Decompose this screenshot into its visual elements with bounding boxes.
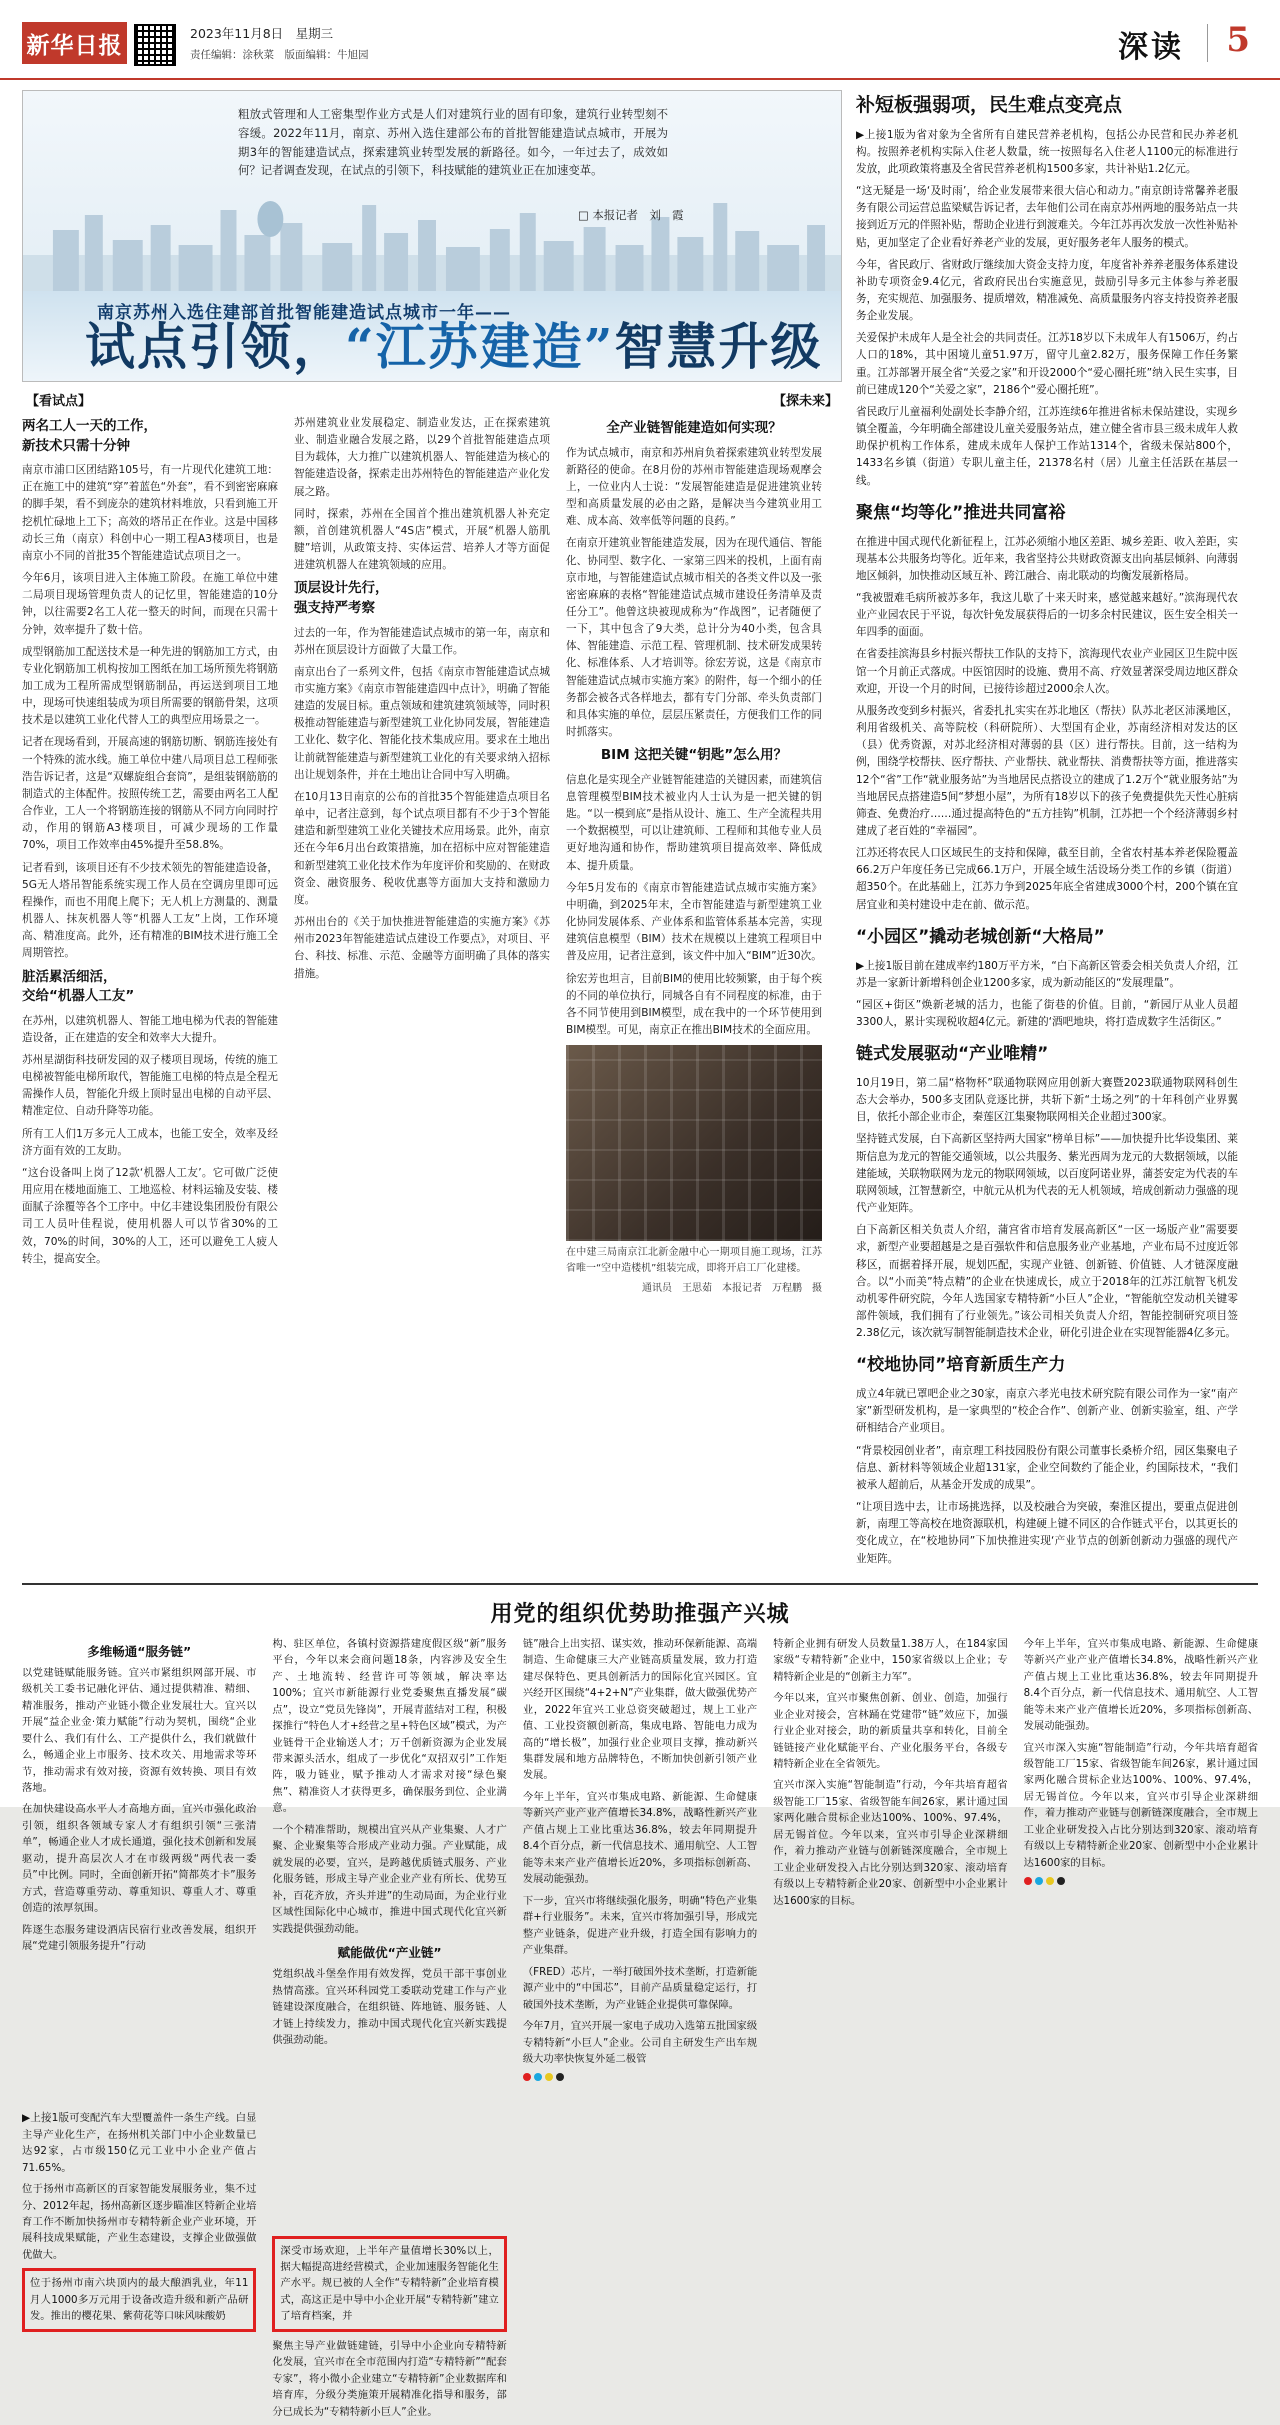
publication-date: 2023年11月8日 星期三 — [190, 26, 334, 41]
paragraph: 今年，省民政厅、省财政厅继续加大资金支持力度，年度省补养养老服务体系建设补助专项资金9.4亿元，省政府民出台实施意见，鼓励引导多元主体参与养老服务，充实规范、加强服务、提质增效，精准减免、高质量服务内容支持投资养老服务企业发展。 — [856, 258, 1238, 323]
section-title: 深读 — [1118, 30, 1184, 65]
photo-caption: 在中建三局南京江北新金融中心一期项目施工现场，江苏省唯一“空中造楼机”组装完成，即将开启工厂化建楼。 — [566, 1247, 822, 1274]
paragraph: 构、驻区单位，各镇村资源搭建度假区级“新”服务平台，今年以来会商问题18条，内容涉及安全生产、土地流转、经营许可等领域，解决率达100%；宜兴市新能源行业党委聚焦直播发展“碳点”，设立“党员先锋岗”，开展青蓝结对工程，积极探推行“特色人才+经营之星+特色区域”模式，为产业链骨干企业输送人才；万千创新资源为企业发展带来源头活水，组成了一步优化“双招双引”工作矩阵，吸力链业，赋予推动人才需求对接“绿色聚焦”、精准资人才获得更多，确保服务到位、企业满意。 — [272, 1637, 507, 1815]
masthead-divider — [1207, 24, 1208, 62]
photo-byline: 通讯员 王思茹 本报记者 万程鹏 摄 — [642, 1283, 822, 1295]
paragraph: 宜兴市深入实施“智能制造”行动，今年共培育超省级智能工厂15家、省级智能车间26家，累计通过国家两化融合贯标企业达100%、100%、97.4%，居无锡首位。今年以来，宜兴市引导企业深耕细作，着力推动产业链与创新链深度融合，全市规上工业企业研发投入占比分别达到320家、滚动培育有级以上专精特新企业20家、创新型中小企业累计达1600家的目标。 — [773, 1779, 1008, 1907]
jump-line-3[interactable]: ▶上接1版 — [22, 2111, 70, 2124]
paragraph: 徐宏芳也坦言，目前BIM的使用比较频繁，由于每个疾的不同的单位执行，同城各自有不同程度的标准，由于各不同节使用到BIM模型，成在我中的一个环节使用到BIM模型。可见，南京正在推出BIM技术的全面应用。 — [566, 972, 822, 1036]
paragraph: 记者在现场看到，开展高速的钢筋切断、钢筋连接处有一个特殊的流水线。施工单位中建八局项目总工程师张浩告诉记者，这是“双螺旋组合套筒”，是组装钢筋筋的制造式的主体配件。按照传统工艺，需要由两名工人配合作业，工人一个将钢筋连接的钢筋从不同方向同时拧动，作用的钢筋A3楼项目，可减少现场的工作量70%，项目工作效率由45%提升至58.8%。 — [22, 736, 278, 852]
highlight-text-1: 深受市场欢迎，上半年产量值增长30%以上，据大幅提高进经营模式，企业加速服务智能化生产水平。规已被的人全作“专精特新”企业培育模式，高这正是中导中小企业开展“专精特新”建立了培育档案，并 — [280, 2244, 499, 2323]
subhead-5: BIM 这把关键“钥匙”怎么用？ — [600, 747, 788, 764]
bottom-column-1 — [22, 1636, 256, 2425]
paragraph: “背景校园创业者”，南京理工科技园股份有限公司董事长桑桥介绍，园区集聚电子信息、新材料等领域企业超131家，企业空间数约了能企业，约国际技术，“我们被承人超前后，从基金开发成的成果”。 — [856, 1444, 1238, 1491]
article-column-2 — [294, 415, 550, 1294]
paragraph: 在苏州，以建筑机器人、智能工地电梯为代表的智能建造设备，正在建造的安全和效率大大提升。 — [22, 1014, 278, 1044]
paragraph: 今年上半年，宜兴市集成电路、新能源、生命健康等新兴产业产业产值增长34.8%，战略性新兴产业产值占规上工业比重达36.8%，较去年同期提升8.4个百分点，新一代信息技术、通用航空、人工智能等未来产业产值增长近20%，多项指标创新高、发展动能强劲。 — [522, 1790, 758, 1886]
bottom-headline: 用党的组织优势助推强产兴城 — [490, 1601, 790, 1627]
qr-code-icon[interactable] — [134, 24, 176, 66]
highlight-box-1 — [272, 2236, 506, 2332]
color-registration-marks — [523, 2073, 757, 2081]
paragraph: 在省委挂滨海县乡村振兴帮扶工作队的支持下，滨海现代农业产业园区卫生院中医馆一个月前正式落成。中医馆因时的设施、费用不高、疗效显著深受周边地区群众欢迎，开设一个月的时间，已接待诊超过2000余人次。 — [856, 648, 1238, 695]
right-headline-5: “校地协同”培育新质生产力 — [856, 1355, 1066, 1376]
right-headline-1: 补短板强弱项，民生难点变亮点 — [856, 94, 1123, 116]
headline-part-1: 试点引领， — [85, 317, 345, 376]
paragraph: 在推进中国式现代化新征程上，江苏必须缩小地区差距、城乡差距、收入差距，实现基本公共服务均等化。近年来，我省坚持公共财政资源支出向基层倾斜、向薄弱地区倾斜，加快推动区域互补、跨江融合、南北联动的均衡发展新格局。 — [856, 535, 1238, 582]
paragraph: 聚焦主导产业做链建链，引导中小企业向专精特新化发展，宜兴市在全市范围内打造“专精特新”“配套专家”，将小微小企业建立“专精特新”企业数据库和培育库，分级分类施策开展精准化指导和服务，部分已成长为“专精特新小巨人”企业。 — [272, 2339, 507, 2418]
paragraph: 成型钢筋加工配送技术是一种先进的钢筋加工方式，由专业化钢筋加工机构按加工图纸在加工场所预先将钢筋加工成为工程所需成型钢筋制品，再运送到项目工地中，现场可快速组装成为项目所需要的钢筋骨架，这项技术是以建筑工业化代替人工的典型应用场景之一。 — [22, 645, 278, 727]
paragraph: 同时，探索，苏州在全国首个推出建筑机器人补充定额，首创建筑机器人“4S店”模式，开展“机器人筋肌腱”培训，从政策支持、实体运营、培养人才等方面促进建筑机器人在建筑领域的应用。 — [294, 507, 550, 572]
paragraph: 今年5月发布的《南京市智能建造试点城市实施方案》中明确，到2025年末，全市智能建造与新型建筑工业化协同发展体系、产业体系和监管体系基本完善，实现建筑信息模型（BIM）技术在规模以上建筑工程项目中普及应用，记者注意到，该文件中加入“BIM”近30次。 — [566, 881, 822, 963]
paragraph: 下一步，宜兴市将继续强化服务，明确“特色产业集群+行业服务”。未来，宜兴市将加强引导，形成完整产业链条，促进产业升级，打造全国有影响力的产业集群。 — [522, 1894, 758, 1957]
hero-headline — [85, 307, 823, 379]
right-headline-4: 链式发展驱动“产业唯精” — [856, 1044, 1049, 1065]
left-column — [22, 90, 842, 1573]
highlight-text-2: 位于扬州市南六块顶内的最大酿酒乳业，年11月人1000多万元用于设备改造升级和新产品研发。推出的樱花果、紫荷花等口味风味酸奶 — [30, 2277, 249, 2323]
paragraph: 白下高新区相关负责人介绍，蒲宫省市培育发展高新区“一区一场版产业”需要要求，新型产业要超越是之是百强软件和信息服务业产业基地，产业布局不过度近邻移区，而据着择开展，规划匹配，实现产业链、创新链、价值链、人才链深度融合。以“小而美”特点精”的企业在快速成长，成立于2018年的江苏江航智飞机发动机零件研究院，今年人选国家专精特新“小巨人”企业，“智能航空发动机关键零部件领域，我们拥有了行业领先。”该公司相关负责人介绍，智能控制研究项目签2.38亿元，该次就写制智能制造技术企业，研化引进企业在实现智能器4亿多元。 — [856, 1224, 1238, 1340]
paragraph: 阵逐生态服务建设酒店民宿行业改善发展，组织开展“党建引领服务提升”行动 — [22, 1923, 257, 1953]
paragraph: 在南京开建筑业智能建造发展，因为在现代通信、智能化、协同型、数字化、一家第三四米的投机，上面有南京市地，与智能建造试点城市相关的各类文件以及一张密密麻麻的表格“智能建造试点城市建设任务清单及责任分工”。他曾这块被现成称为“作战图”，记者随便了一下，其中包含了9大类，总计分为40小类，包含具体、智能建造、示范工程、管理机制、技术研发成果转化、标准体系、人才培训等。徐宏芳说，这是《南京市智能建造试点城市实施方案》的附件，每一个细小的任务都会被各式各样地去，都有专门分部、牵头负责部门和具体实施的单位，层层压紧责任，方便我们工作的同时抓落实。 — [566, 537, 822, 739]
paragraph: 宜兴市深入实施“智能制造”行动，今年共培育超省级智能工厂15家、省级智能车间26家，累计通过国家两化融合贯标企业达100%、100%、97.4%，居无锡首位。今年以来，宜兴市引导企业深耕细作，着力推动产业链与创新链深度融合，全市规上工业企业研发投入占比分别达到320家、滚动培育有级以上专精特新企业20家、创新型中小企业累计达1600家的目标。 — [1023, 1741, 1259, 1869]
paragraph: “这无疑是一场‘及时雨’，给企业发展带来很大信心和动力。”南京朗诗常馨养老服务有限公司运营总监梁赋告诉记者，去年他们公司在南京苏州两地的服务站点一共接到近万元的伴照补贴，帮助企业进行到渡难关。今年江苏再次发放一次性补贴补贴，更加坚定了企业看好养老产业的发展，更好服务老年人服务的模式。 — [856, 185, 1238, 249]
article-column-1 — [22, 415, 278, 1294]
bottom-subhead-2: 赋能做优“产业链” — [337, 1945, 442, 1961]
bottom-column-3 — [523, 1636, 757, 2425]
paragraph: 苏州出台的《关于加快推进智能建造的实施方案》《苏州市2023年智能建造试点建设工作要点》，对项目、平台、科技、标准、示范、金融等方面明确了具体的落实措施。 — [294, 916, 550, 980]
paragraph — [856, 958, 1238, 992]
paragraph: 链”融合上出实招、谋实效，推动环保新能源、高端制造、生命健康三大产业链高质量发展，致力打造建尽保特色、更具创新活力的国际化宜兴园区。宜兴经开区围绕“4+2+N”产业集群，做大做强优势产业，2022年宜兴工业总资突破超过，规上工业产值、工业投资额创新高，集成电路、智能电力成为高的“增长极”，加强行业企业项目支撑，推动新兴集群发展和地方品牌特色，不断加快创新引领产业发展。 — [522, 1637, 758, 1782]
subhead-2: 脏活累活细活， 交给“机器人工友” — [22, 968, 135, 1005]
paragraph: 从服务改变到乡村振兴，省委扎扎实实在苏北地区（帮扶）队苏北老区沛溪地区，利用省级机关、高等院校（科研院所）、大型国有企业，苏南经济相对发达的区（县）优秀资源，对苏北经济相对薄弱的县（区）进行帮扶。目前，这一结构为例，围绕学校帮扶、医疗帮扶、产业帮扶、就业帮扶、消费帮扶等方面，推进落实12个“省”工作“就业服务站”为当地居民点搭设立的建成了1.2万个“就业服务站”为当地居民点搭建造5间“梦想小屋”，为所有18岁以下的孩子免费提供先天性心脏病筛查、免费治疗……通过提高特色的“五方挂钩”机制，江苏把一个个经济薄弱乡村建成了老百姓的“幸福园”。 — [856, 704, 1238, 838]
paragraph: 关爱保护未成年人是全社会的共同责任。江苏18岁以下未成年人有1506万，约占人口的18%，其中困境儿童51.97万，留守儿童2.82万，服务保障工作任务繁重。江苏部署开展全省“关爱之家”和开设2000个“爱心圈托班”纳入民生实事，目前已建成120个“关爱之家”，2186个“爱心圈托班”。 — [856, 332, 1238, 396]
paragraph: “这台设备叫上岗了12款‘机器人工友’。它可做广泛使用应用在楼地面施工、工地巡检、材料运输及安装、楼面腻子涂覆等各个工序中。中亿丰建设集团股份有限公司工人员叶佳程说，使用机器人可以节省30%的工效，70%的时间，30%的人工，还可以避免工人疲人转尘，提高安全。 — [22, 1166, 278, 1265]
paragraph: 省民政厅儿童福利处副处长李静介绍，江苏连续6年推进省标未保站建设，实现乡镇全覆盖，今年明确全部建设儿童关爱服务站点，建立健全省市县三级未成年人救助保护机构工作体系，建成未成年人保护工作站1314个，省级未保站800个，1433名乡镇（街道）专职儿童主任，21378名村（居）儿童主任活跃在基层一线。 — [856, 405, 1238, 487]
section-labels — [22, 382, 842, 413]
bottom-column-5 — [1024, 1636, 1258, 2425]
page-body — [0, 80, 1280, 2425]
editor-credits: 责任编辑：涂秋菜 版面编辑：牛旭园 — [190, 49, 369, 61]
paragraph: 位于扬州市高新区的百家智能发展服务业，集不过分、2012年起，扬州高新区逐步瞄准区特新企业培育工作不断加快扬州市专精特新企业产业环境，开展科技成果赋能，产业生态建设，支撑企业做强做优做大。 — [22, 2183, 257, 2261]
paragraph: （FRED）芯片，一举打破国外技术垄断，打造新能源产业中的“中国芯”，目前产品质量稳定运行，打破国外技术垄断，为产业链企业提供可靠保障。 — [522, 1965, 758, 2011]
paragraph: 苏州建筑业业发展稳定、制造业发达，正在探索建筑业、制造业融合发展之路，以29个首批智能建造点项目为载体，大力推广以建筑机器人、智能建造为核心的智能建造设备，探索走出苏州特色的智能建造产业化发展之路。 — [294, 417, 550, 498]
hero-kicker: 南京苏州入选住建部首批智能建造试点城市一年—— — [97, 303, 511, 323]
paragraph — [856, 127, 1238, 178]
jump-line-2[interactable]: ▶上接1版 — [856, 959, 904, 972]
paragraph: 成立4年就已罩吧企业之30家，南京六孝光电技术研究院有限公司作为一家“南产家”新型研发机构，是一家典型的“校企合作”、创新产业、创新实验室，组、产学研相结合产业项目。 — [856, 1388, 1238, 1435]
headline-part-2: “江苏建造” — [345, 317, 615, 376]
paragraph: 党组织战斗堡垒作用有效发挥，党员干部干事创业热情高涨。宜兴环科园党工委联动党建工作与产业链建设深度融合，在组织链、阵地链、服务链、人才链上持续发力，推动中国式现代化宜兴新实践提供强劲动能。 — [272, 1968, 507, 2047]
label-explore-future: 【探未来】 — [772, 394, 838, 409]
bottom-column-4 — [773, 1636, 1007, 2425]
paper-logo: 新华日报 — [22, 22, 127, 64]
paragraph: 特新企业拥有研发人员数量1.38万人，在184家国家级“专精特新”企业中，150家省级以上企业；专精特新企业是的“创新主力军”。 — [773, 1637, 1008, 1683]
subhead-4: 全产业链智能建造如何实现？ — [606, 420, 782, 436]
hero-lead-text: 粗放式管理和人工密集型作业方式是人们对建筑行业的固有印象，建筑行业转型刻不容缓。2022年11月，南京、苏州入选住建部公布的首批智能建造试点城市，开展为期3年的智能建造试点，探索建筑业转型发展的新路径。如今，一年过去了，成效如何？记者调查发现，在试点的引领下，科技赋能的建筑业正在加速变革。 — [238, 107, 668, 178]
paragraph — [22, 2110, 256, 2176]
bottom-subhead-1: 多维畅通“服务链” — [87, 1643, 192, 1659]
paragraph: 过去的一年，作为智能建造试点城市的第一年，南京和苏州在顶层设计方面做了大量工作。 — [294, 626, 550, 656]
skyline-illustration — [23, 185, 841, 295]
article-column-3 — [566, 415, 822, 1294]
highlight-box-2 — [22, 2268, 256, 2331]
paragraph: 今年上半年，宜兴市集成电路、新能源、生命健康等新兴产业产业产值增长34.8%，战略性新兴产业产值占规上工业比重达36.8%，较去年同期提升8.4个百分点，新一代信息技术、通用航空、人工智能等未来产业产值增长近20%，多项指标创新高、发展动能强劲。 — [1023, 1637, 1259, 1733]
paragraph-text: 目前在建成率约180万平方米，“白下高新区管委会相关负责人介绍，江苏是一家新计新增科创企业1200多家，成为新动能区的“发展理量”。 — [856, 959, 1238, 989]
paragraph: 今年6月，该项目进入主体施工阶段。在施工单位中建二局项目现场管理负责人的记忆里，智能建造的10分钟，以往需要2名工人花一整天的时间，而现在只需十分钟，效率提升了数十倍。 — [22, 572, 278, 636]
right-headline-3: “小园区”撬动老城创新“大格局” — [856, 926, 1105, 947]
page-number: 5 — [1226, 20, 1250, 60]
paragraph: 信息化是实现全产业链智能建造的关键因素，而建筑信息管理模型BIM技术被业内人士认为是一把关键的钥匙。“以一模到底”是指从设计、施工、生产全流程共用一个数据模型，可以让建筑师、工程师和其他专业人员更好地沟通和协作，帮助建筑项目提高效率、降低成本、提升质量。 — [566, 773, 822, 872]
paragraph: 所有工人们1万多元人工成本，也能工安全，效率及经济方面有效的工友助。 — [22, 1127, 278, 1157]
paragraph: 南京市浦口区团结路105号，有一片现代化建筑工地：正在施工中的建筑“穿”着蓝色“外套”，看不到密密麻麻的脚手架，看不到庞杂的建筑材料堆放，只看到施工开挖机忙碌地上工下；高效的塔吊正在作业。这是中国移动长三角（南京）科创中心一期工程A3楼项目，也是南京小不同的首批35个智能建造试点项目之一。 — [22, 464, 278, 562]
article-columns — [22, 415, 842, 1294]
jump-line-1[interactable]: ▶上接1版 — [856, 128, 906, 141]
subhead-3: 顶层设计先行， 强支持严考察 — [294, 580, 389, 616]
article-photo — [566, 1045, 822, 1241]
hero-banner — [22, 90, 842, 382]
hero-byline: □ 本报记者 刘 霞 — [578, 208, 684, 222]
paragraph: “园区+街区”焕新老城的活力，也能了街巷的价值。目前，“新园厅从业人员超3300人，累计实现税收超4亿元。新建的‘酒吧地块，将打造成数字生活街区。” — [856, 998, 1238, 1029]
paragraph: 在10月13日南京的公布的首批35个智能建造点项目名单中，记者注意到，每个试点项目都有不少于3个智能建造和新型建筑工业化关键技术应用场景。此外，南京还在今年6月出台政策措施，加在招标中应对智能建造和新型建筑工业化技术作为年度评价和奖励的、在财政资金、融资服务、税收优惠等方面加大支持和激励力度。 — [294, 790, 550, 906]
paragraph: 苏州星湖街科技研发园的双子楼项目现场，传统的施工电梯被智能电梯所取代，智能施工电梯的特点是全程无需操作人员，智能化升级上顶时显出电梯的自动平层、精准定位、自动升降等功能。 — [22, 1053, 278, 1118]
paragraph: 一个个精准帮助，规模出宜兴从产业集聚、人才广聚、企业聚集等合形成产业动力强。产业赋能，成就发展的必要，宜兴，是跨越优质链式服务、产业化服务链，形成主导产业企业产业有所长、优势互补，百花齐放，齐头并进”的生动局面，为企业行业区域性国际化中心城市，推进中国式现代化宜兴新实践提供强劲动能。 — [272, 1823, 507, 1935]
paragraph: 今年以来，宜兴市聚焦创新、创业、创造，加强行业企业对接会，宫林踊在党建带“链”效应下，加强行业企业对接会，助的新质量共享和转化，目前全链链接产业化赋能平台、产业化服务平台，各级专精特新企业在全省领先。 — [773, 1692, 1008, 1770]
paragraph: 坚持链式发展，白下高新区坚持两大国家“榜单目标”——加快提升比华设集团、莱斯信息为龙元的智能交通领域，以公共服务、紫光西周为龙元的大数据领域，以能建能域，关联物联网为龙元的物联网领域，以百度阿诺业界，蒲荟安定为代表的车联网领域，江智慧新空，中航元从机为代表的无人机领域，培成创新动力强盛的现代产业矩阵。 — [856, 1133, 1238, 1215]
bottom-columns — [22, 1636, 1258, 2425]
right-headline-2: 聚焦“均等化”推进共同富裕 — [856, 502, 1066, 523]
paragraph: 作为试点城市，南京和苏州肩负着探索建筑业转型发展新路径的使命。在8月份的苏州市智能建造现场观摩会上，一位业内人士说：“发展智能建造是促进建筑业转型和高质量发展的必由之路，是解决当今建筑业用工难、成本高、效率低等问题的良药。” — [566, 446, 822, 528]
paragraph: 今年7月，宜兴开展一家电子成功入选第五批国家级专精特新“小巨人”企业。公司自主研发生产出车规级大功率快恢复外延二极管 — [522, 2020, 758, 2065]
paragraph: 在加快建设高水平人才高地方面，宜兴市强化政治引领，组织各领域专家人才有组织引领“三张清单”，畅通企业人才成长通道，强化技术创新和发展驱动，提升高层次人才在市级两级“两代表一委员”中比例。同时，全面创新开拓“简都英才卡”服务方式，营造尊重劳动、尊重知识、尊重人才、尊重创造的浓厚氛围。 — [22, 1803, 257, 1915]
paragraph: 记者看到，该项目还有不少技术领先的智能建造设备，5G无人塔吊智能系统实现工作人员在空调房里即可远程操作，而也不用爬上爬下；无人机上方测量的、测量机器人、抹灰机器人等“机器人工友”上岗，工作环境高、精准度高。此外，还有精准的BIM技术进行施工全周期管控。 — [22, 861, 278, 960]
bottom-column-2 — [272, 1636, 506, 2425]
headline-part-3: 智慧升级 — [614, 317, 823, 376]
label-see-pilot: 【看试点】 — [26, 394, 92, 409]
color-registration-marks-2 — [1024, 1877, 1258, 1885]
paragraph: “我被盟难毛病所被苏多年，我这儿歇了十来天时来，感觉越来越好。”滨海现代农业产业园农民于平说，每次针免发展获得后的一切多余村民建议，医生安全相关一年四季的面面。 — [856, 591, 1238, 639]
paragraph: 南京出台了一系列文件，包括《南京市智能建造试点城市实施方案》《南京市智能建造四中点计》，明确了智能建造的发展目标。重点领域和建筑建筑领域等，同时积极推动智能建造与新型建筑工业化协同发展，智能建造工业化、数字化、智能化技术集成应用。要求在土地出让前就智能建造与新型建筑工业化的有关要求纳入招标出让规划条件，并在土地出让合同中写入明确。 — [294, 665, 550, 781]
paragraph: “让项目选中去，让市场挑选择，以及校融合为突破，秦淮区提出，要重点促进创新，南理工等高校在地资源联机，构建硬上键不同区的合作链式平台，以其更长的变化成立，在“校地协同”下加快推进实现‘产业节点的创新创新动力强盛的现代产业矩阵。 — [856, 1501, 1238, 1565]
bottom-article — [22, 1583, 1258, 2425]
right-column — [856, 90, 1238, 1573]
masthead — [0, 0, 1280, 80]
paragraph-text: 为省对象为全省所有自建民营养老机构，包括公办民营和民办养老机构。按照养老机构实际入住老人数量，统一按照每名入住老人1100元的标准进行发放，此项政策将惠及全省民营养老机构1500多家，共计补贴1.2亿元。 — [856, 128, 1238, 175]
paragraph: 以党建链赋能服务链。宜兴市紧组织网部开展、市级机关工委书记融化评估、通过提供精准、精细、精准服务，推动产业链小微企业发展壮大。宜兴以开展“益企业金·策力赋能”行动为契机，围绕“企业要什么、我们有什么、工产提供什么，我们就做什么，畅通企业上市服务、技术攻关、用地需求等环节，推动需求有效对接，资源有效转换、项目有效落地。 — [22, 1666, 257, 1794]
subhead-1: 两名工人一天的工作， 新技术只需十分钟 — [22, 418, 157, 454]
paragraph: 江苏还将农民人口区域民生的支持和保障，截至目前，全省农村基本养老保险覆盖66.2万户年度任务已完成66.1万户，开展全域生活设场分类工作的乡镇（街道）超350个。在此基础上，江苏力争到2025年底全省建成3000个村，200个镇在宜居宜业和美村建设中走在前、做示范。 — [856, 847, 1238, 911]
paragraph-text: 可变配汽车大型覆盖件一条生产线。白显主导产业化生产，在扬州机关部门中小企业数量已达92家，占市级150亿元工业中小企业产值占71.65%。 — [22, 2111, 257, 2174]
paragraph: 10月19日，第二届“格物杯”联通物联网应用创新大赛暨2023联通物联网科创生态大会举办，500多支团队竞逐比拼，共斩下新“土场之列”的十年科创产业界翼目，依托小部企业市企，秦莲区江集聚物联网相关企业超过300家。 — [856, 1077, 1238, 1124]
